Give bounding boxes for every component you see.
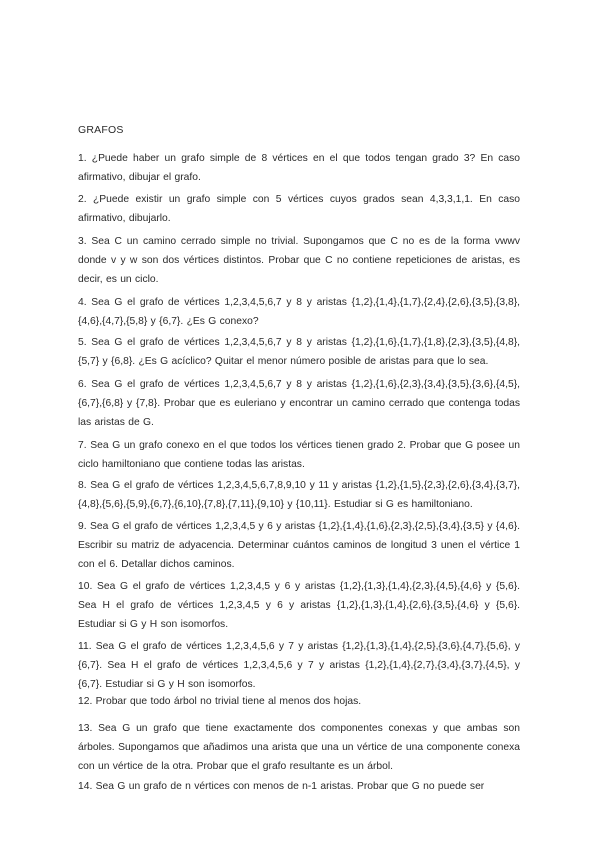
exercise-6: 6. Sea G el grafo de vértices 1,2,3,4,5,6,7 y 8 y aristas {1,2},{1,6},{2,3},{3,4},{3,5},{3,6},{4,5},{6,7},{6,8} y {7,8}. Probar que es euleriano y encontrar un camino cerrado que contenga todas las aristas de G. [78, 379, 520, 428]
exercise-2: 2. ¿Puede existir un grafo simple con 5 vértices cuyos grados sean 4,3,3,1,1. En caso afirmativo, dibujarlo. [78, 194, 520, 224]
exercise-13: 13. Sea G un grafo que tiene exactamente dos componentes conexas y que ambas son árboles. Supongamos que añadimos una arista que una un vértice de una componente conexa con un vértice de la otra. Probar que el grafo resultante es un árbol. [78, 723, 520, 772]
exercise-9: 9. Sea G el grafo de vértices 1,2,3,4,5 y 6 y aristas {1,2},{1,4},{1,6},{2,3},{2,5},{3,4},{3,5} y {4,6}. Escribir su matriz de adyacencia. Determinar cuántos caminos de longitud 3 unen el vértice 1 con el 6. Detallar dichos caminos. [78, 521, 520, 570]
exercise-4: 4. Sea G el grafo de vértices 1,2,3,4,5,6,7 y 8 y aristas {1,2},{1,4},{1,7},{2,4},{2,6},{3,5},{3,8},{4,6},{4,7},{5,8} y {6,7}. ¿Es G conexo? [78, 297, 520, 327]
exercise-8: 8. Sea G el grafo de vértices 1,2,3,4,5,6,7,8,9,10 y 11 y aristas {1,2},{1,5},{2,3},{2,6},{3,4},{3,7},{4,8},{5,6},{5,9},{6,7},{6,10},{7,8},{7,11},{9,10} y {10,11}. Estudiar si G es hamiltoniano. [78, 480, 520, 510]
exercise-7: 7. Sea G un grafo conexo en el que todos los vértices tienen grado 2. Probar que G posee un ciclo hamiltoniano que contiene todas las aristas. [78, 440, 520, 470]
exercise-11: 11. Sea G el grafo de vértices 1,2,3,4,5,6 y 7 y aristas {1,2},{1,3},{1,4},{2,5},{3,6},{4,7},{5,6}, y {6,7}. Sea H el grafo de vértices 1,2,3,4,5,6 y 7 y aristas {1,2},{1,4},{2,7},{3,4},{3,7},{4,5}, y {6,7}. Estudiar si G y H son isomorfos. [78, 641, 520, 690]
exercise-1: 1. ¿Puede haber un grafo simple de 8 vértices en el que todos tengan grado 3? En caso afirmativo, dibujar el grafo. [78, 153, 520, 183]
exercise-3: 3. Sea C un camino cerrado simple no trivial. Supongamos que C no es de la forma vwwv donde v y w son dos vértices distintos. Probar que C no contiene repeticiones de aristas, es decir, es un ciclo. [78, 236, 520, 285]
exercise-5: 5. Sea G el grafo de vértices 1,2,3,4,5,6,7 y 8 y aristas {1,2},{1,6},{1,7},{1,8},{2,3},{3,5},{4,8},{5,7} y {6,8}. ¿Es G acíclico? Quitar el menor número posible de aristas para que lo sea. [78, 337, 520, 367]
exercise-14: 14. Sea G un grafo de n vértices con menos de n-1 aristas. Probar que G no puede ser [78, 781, 485, 792]
exercise-10: 10. Sea G el grafo de vértices 1,2,3,4,5 y 6 y aristas {1,2},{1,3},{1,4},{2,3},{4,5},{4,6} y {5,6}. Sea H el grafo de vértices 1,2,3,4,5 y 6 y aristas {1,2},{1,3},{1,4},{2,6},{3,5},{4,6} y {5,6}. Estudiar si G y H son isomorfos. [78, 581, 520, 630]
exercise-12: 12. Probar que todo árbol no trivial tiene al menos dos hojas. [78, 696, 362, 707]
document-title: GRAFOS [78, 124, 124, 136]
